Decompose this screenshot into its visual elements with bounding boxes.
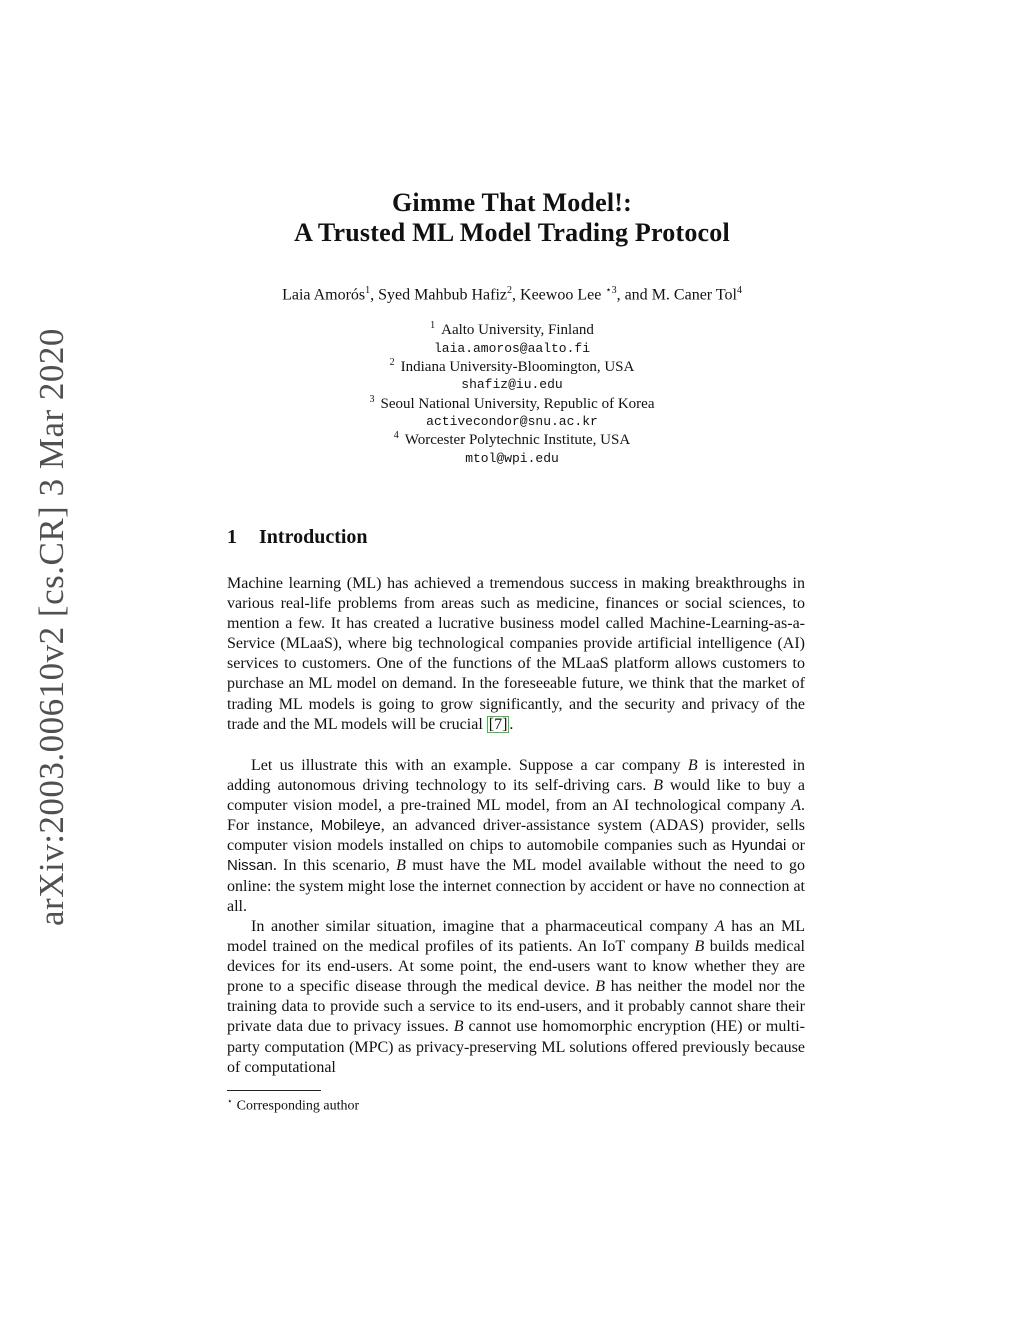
- affiliation-email: activecondor@snu.ac.kr: [426, 414, 598, 429]
- math-variable: B: [453, 1018, 464, 1036]
- footnote-text: Corresponding author: [236, 1098, 360, 1114]
- footnote-divider: [227, 1090, 321, 1091]
- paper-title-line-2: A Trusted ML Model Trading Protocol: [294, 218, 730, 247]
- paragraph-2: [227, 756, 805, 917]
- paragraph-text: . For instance,: [227, 797, 805, 835]
- paragraph-text: .: [509, 715, 514, 733]
- affiliation-name: Seoul National University, Republic of Korea: [380, 396, 655, 412]
- paragraph-text: must have the ML model available without the need to go online: the system might lose the internet connection by accident or have no connection at all.: [227, 857, 806, 915]
- section-heading: [227, 526, 368, 549]
- affiliation-email: shafiz@iu.edu: [461, 377, 563, 392]
- affiliation-name: Indiana University-Bloomington, USA: [400, 359, 635, 375]
- author-name: Laia Amorós: [282, 286, 366, 304]
- affiliation-number: 3: [369, 394, 375, 405]
- paragraph-text: is interested in adding autonomous driving technology to its self-driving cars.: [227, 757, 805, 795]
- brand-name: Nissan: [227, 857, 273, 875]
- paragraph-text: In another similar situation, imagine that a pharmaceutical company: [251, 918, 715, 935]
- affiliation: [0, 321, 1024, 338]
- author-affiliation-mark: 1: [365, 285, 371, 296]
- paragraph-3: [227, 917, 805, 1078]
- paragraph-text: Let us illustrate this with an example. Suppose a car company: [251, 757, 688, 774]
- citation-link[interactable]: [7]: [488, 715, 508, 733]
- affiliation-number: 4: [393, 430, 399, 441]
- paragraph-text: builds medical devices for its end-users. At some point, the end-users want to know whether they are prone to a specific disease through the medical device.: [227, 938, 805, 996]
- affiliation: [0, 431, 1024, 448]
- paper-title-line-1: Gimme That Model!:: [392, 188, 632, 217]
- affiliation-number: 2: [389, 357, 395, 368]
- author-affiliation-mark: 4: [736, 285, 742, 296]
- section-title: Introduction: [259, 526, 368, 548]
- paragraph-text: Machine learning (ML) has achieved a tremendous success in making breakthroughs in various real-life problems from areas such as medicine, finances or social sciences, to mention a few. It has created a lucrative business model called Machine-Learning-as-a-Service (MLaaS), where big technological companies provide artificial intelligence (AI) services to customers. One of the functions of the MLaaS platform allows customers to purchase an ML model on demand. In the foreseeable future, we think that the market of trading ML models is going to grow significantly, and the security and privacy of the trade and the ML models will be crucial: [227, 575, 805, 733]
- paragraph-text: cannot use homomorphic encryption (HE) or multi-party computation (MPC) as privacy-preserving ML solutions offered previously because of computational: [227, 1018, 805, 1076]
- math-variable: A: [791, 797, 801, 815]
- paragraph-text: or: [786, 837, 806, 855]
- arxiv-identifier-stamp: arXiv:2003.00610v2 [cs.CR] 3 Mar 2020: [32, 328, 71, 926]
- math-variable: A: [714, 918, 725, 935]
- author-separator: ,: [370, 286, 379, 304]
- paragraph-text: has an ML model trained on the medical profiles of its patients. An IoT company: [227, 918, 805, 956]
- affiliation-email: mtol@wpi.edu: [465, 451, 559, 466]
- author-separator: ,: [512, 286, 521, 304]
- math-variable: B: [653, 777, 663, 795]
- affiliation: [0, 395, 1024, 412]
- author-name: M. Caner Tol: [651, 286, 737, 304]
- author-affiliation-mark: 2: [507, 285, 513, 296]
- footnote-mark: ⋆: [227, 1096, 233, 1106]
- paragraph-1: [227, 574, 805, 735]
- affiliation-name: Aalto University, Finland: [441, 322, 594, 338]
- paragraph-text: . In this scenario,: [272, 857, 397, 875]
- footnote: [227, 1096, 359, 1115]
- author-list: [0, 285, 1024, 304]
- author-name: Keewoo Lee: [520, 286, 602, 304]
- affiliation-name: Worcester Polytechnic Institute, USA: [404, 432, 631, 448]
- author-separator: , and: [616, 286, 652, 304]
- paragraph-text: would like to buy a computer vision model, a pre-trained ML model, from an AI technological company: [227, 777, 805, 815]
- paragraph-text: , an advanced driver-assistance system (ADAS) provider, sells computer vision models installed on chips to automobile companies such as: [227, 817, 805, 855]
- math-variable: B: [687, 757, 698, 774]
- affiliation: [0, 358, 1024, 375]
- math-variable: B: [396, 857, 406, 875]
- paragraph-text: has neither the model nor the training data to provide such a service to its end-users, and it probably cannot share their private data due to privacy issues.: [227, 978, 806, 1036]
- author-name: Syed Mahbub Hafiz: [378, 286, 508, 304]
- affiliation-email: laia.amoros@aalto.fi: [433, 341, 591, 356]
- math-variable: B: [694, 938, 705, 956]
- affiliation-number: 1: [430, 320, 436, 331]
- section-number: 1: [227, 526, 237, 548]
- author-affiliation-mark: ⋆3: [605, 285, 617, 296]
- math-variable: B: [595, 978, 606, 996]
- brand-name: Hyundai: [731, 837, 787, 855]
- brand-name: Mobileye: [320, 817, 381, 835]
